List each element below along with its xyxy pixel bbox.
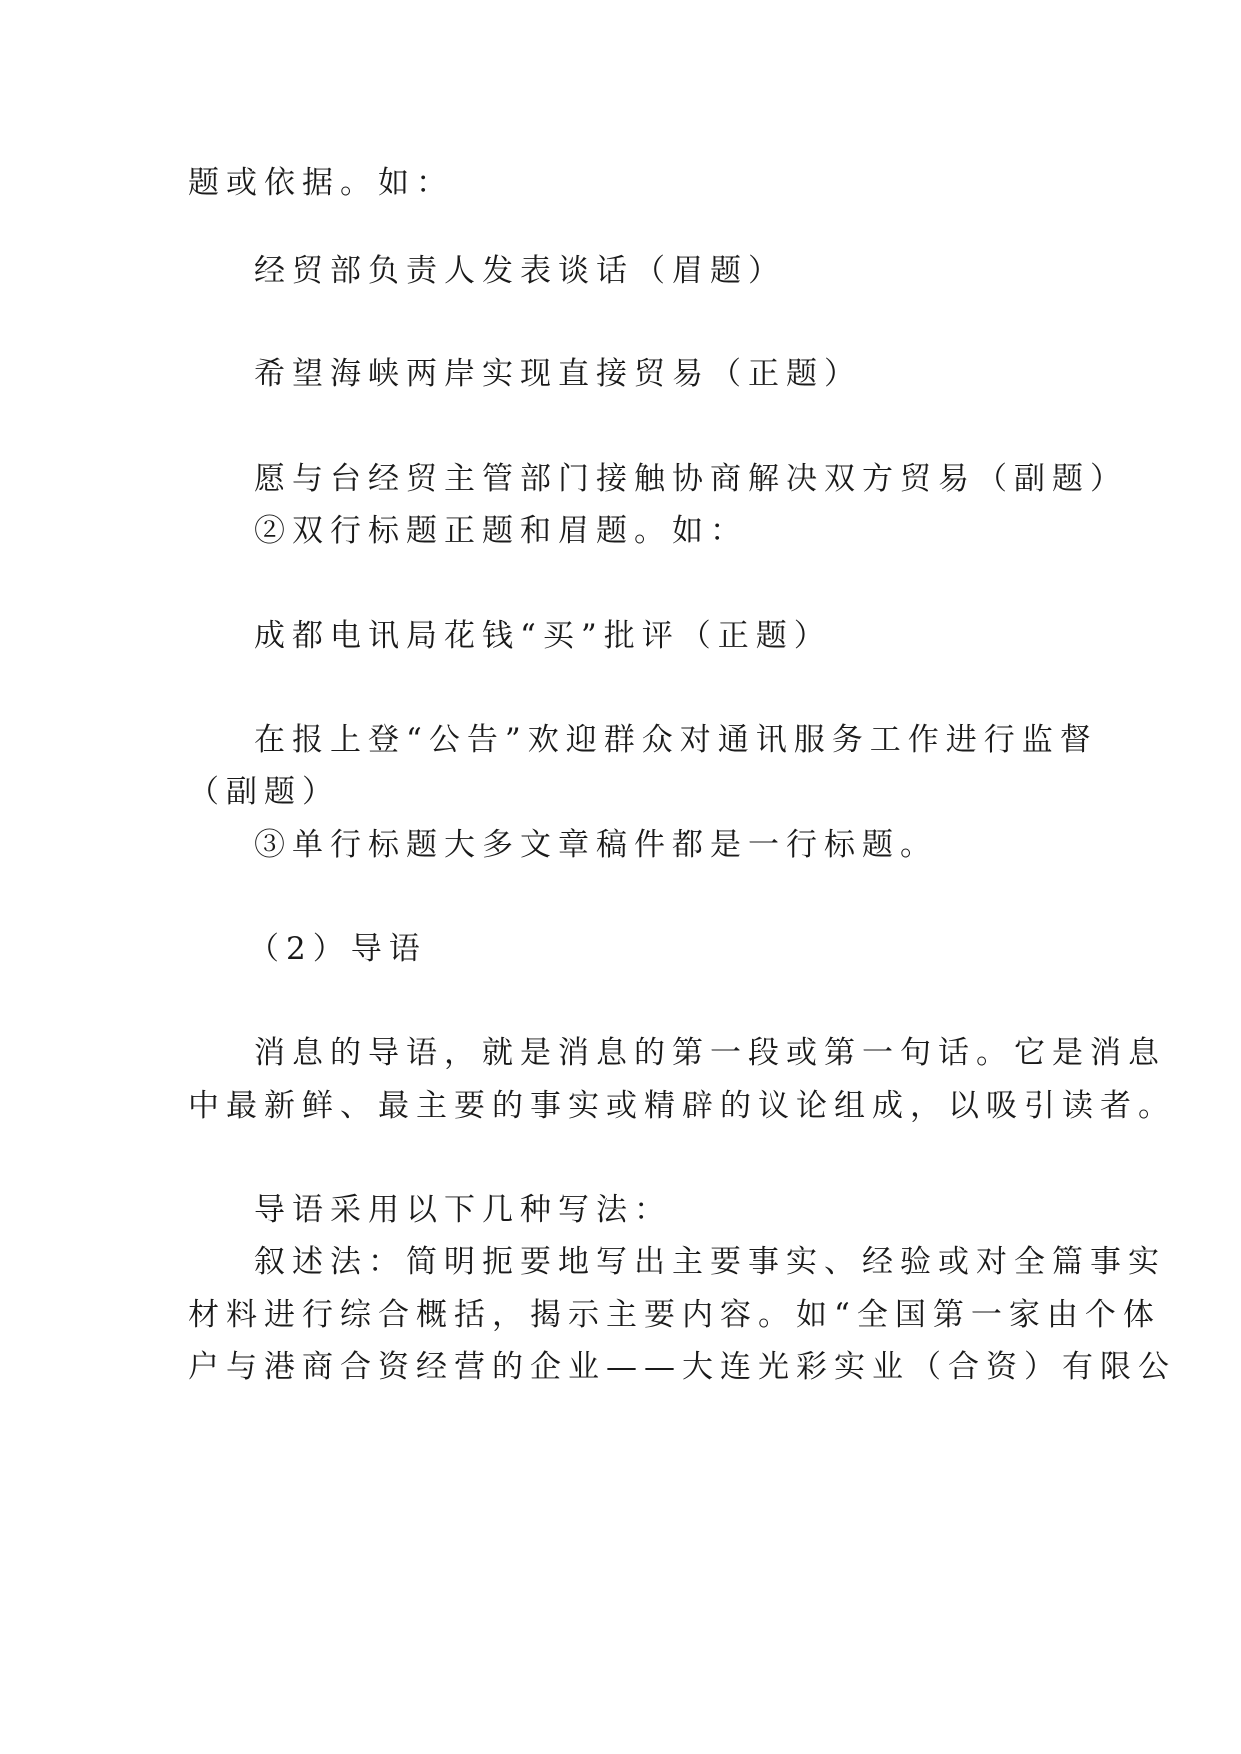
example-subtitle-2: 在报上登“公告”欢迎群众对通讯服务工作进行监督 bbox=[254, 722, 1098, 758]
example-main-title: 希望海峡两岸实现直接贸易（正题） bbox=[254, 356, 862, 392]
paragraph-narrative-line-2: 材料进行综合概括，揭示主要内容。如“全国第一家由个体 bbox=[188, 1297, 1161, 1333]
paragraph-narrative-line-1: 叙述法：简明扼要地写出主要事实、经验或对全篇事实 bbox=[254, 1244, 1166, 1280]
section-heading-lead: （2）导语 bbox=[248, 931, 427, 967]
example-subtitle-2-cont: （副题） bbox=[188, 774, 340, 810]
paragraph-lead-line-2: 中最新鲜、最主要的事实或精辟的议论组成，以吸引读者。 bbox=[188, 1088, 1176, 1124]
item-double-line-title: ②双行标题正题和眉题。如： bbox=[254, 513, 748, 549]
paragraph-narrative-line-3: 户与港商合资经营的企业——大连光彩实业（合资）有限公 bbox=[188, 1349, 1176, 1385]
example-main-title-2: 成都电讯局花钱“买”批评（正题） bbox=[254, 618, 832, 654]
paragraph-methods-intro: 导语采用以下几种写法： bbox=[254, 1192, 672, 1228]
paragraph-lead-line-1: 消息的导语，就是消息的第一段或第一句话。它是消息 bbox=[254, 1035, 1166, 1071]
item-single-line-title: ③单行标题大多文章稿件都是一行标题。 bbox=[254, 827, 938, 863]
example-subtitle: 愿与台经贸主管部门接触协商解决双方贸易（副题） bbox=[254, 461, 1128, 497]
text-line-continuation: 题或依据。如： bbox=[188, 165, 454, 201]
example-eyebrow-title: 经贸部负责人发表谈话（眉题） bbox=[254, 253, 786, 289]
